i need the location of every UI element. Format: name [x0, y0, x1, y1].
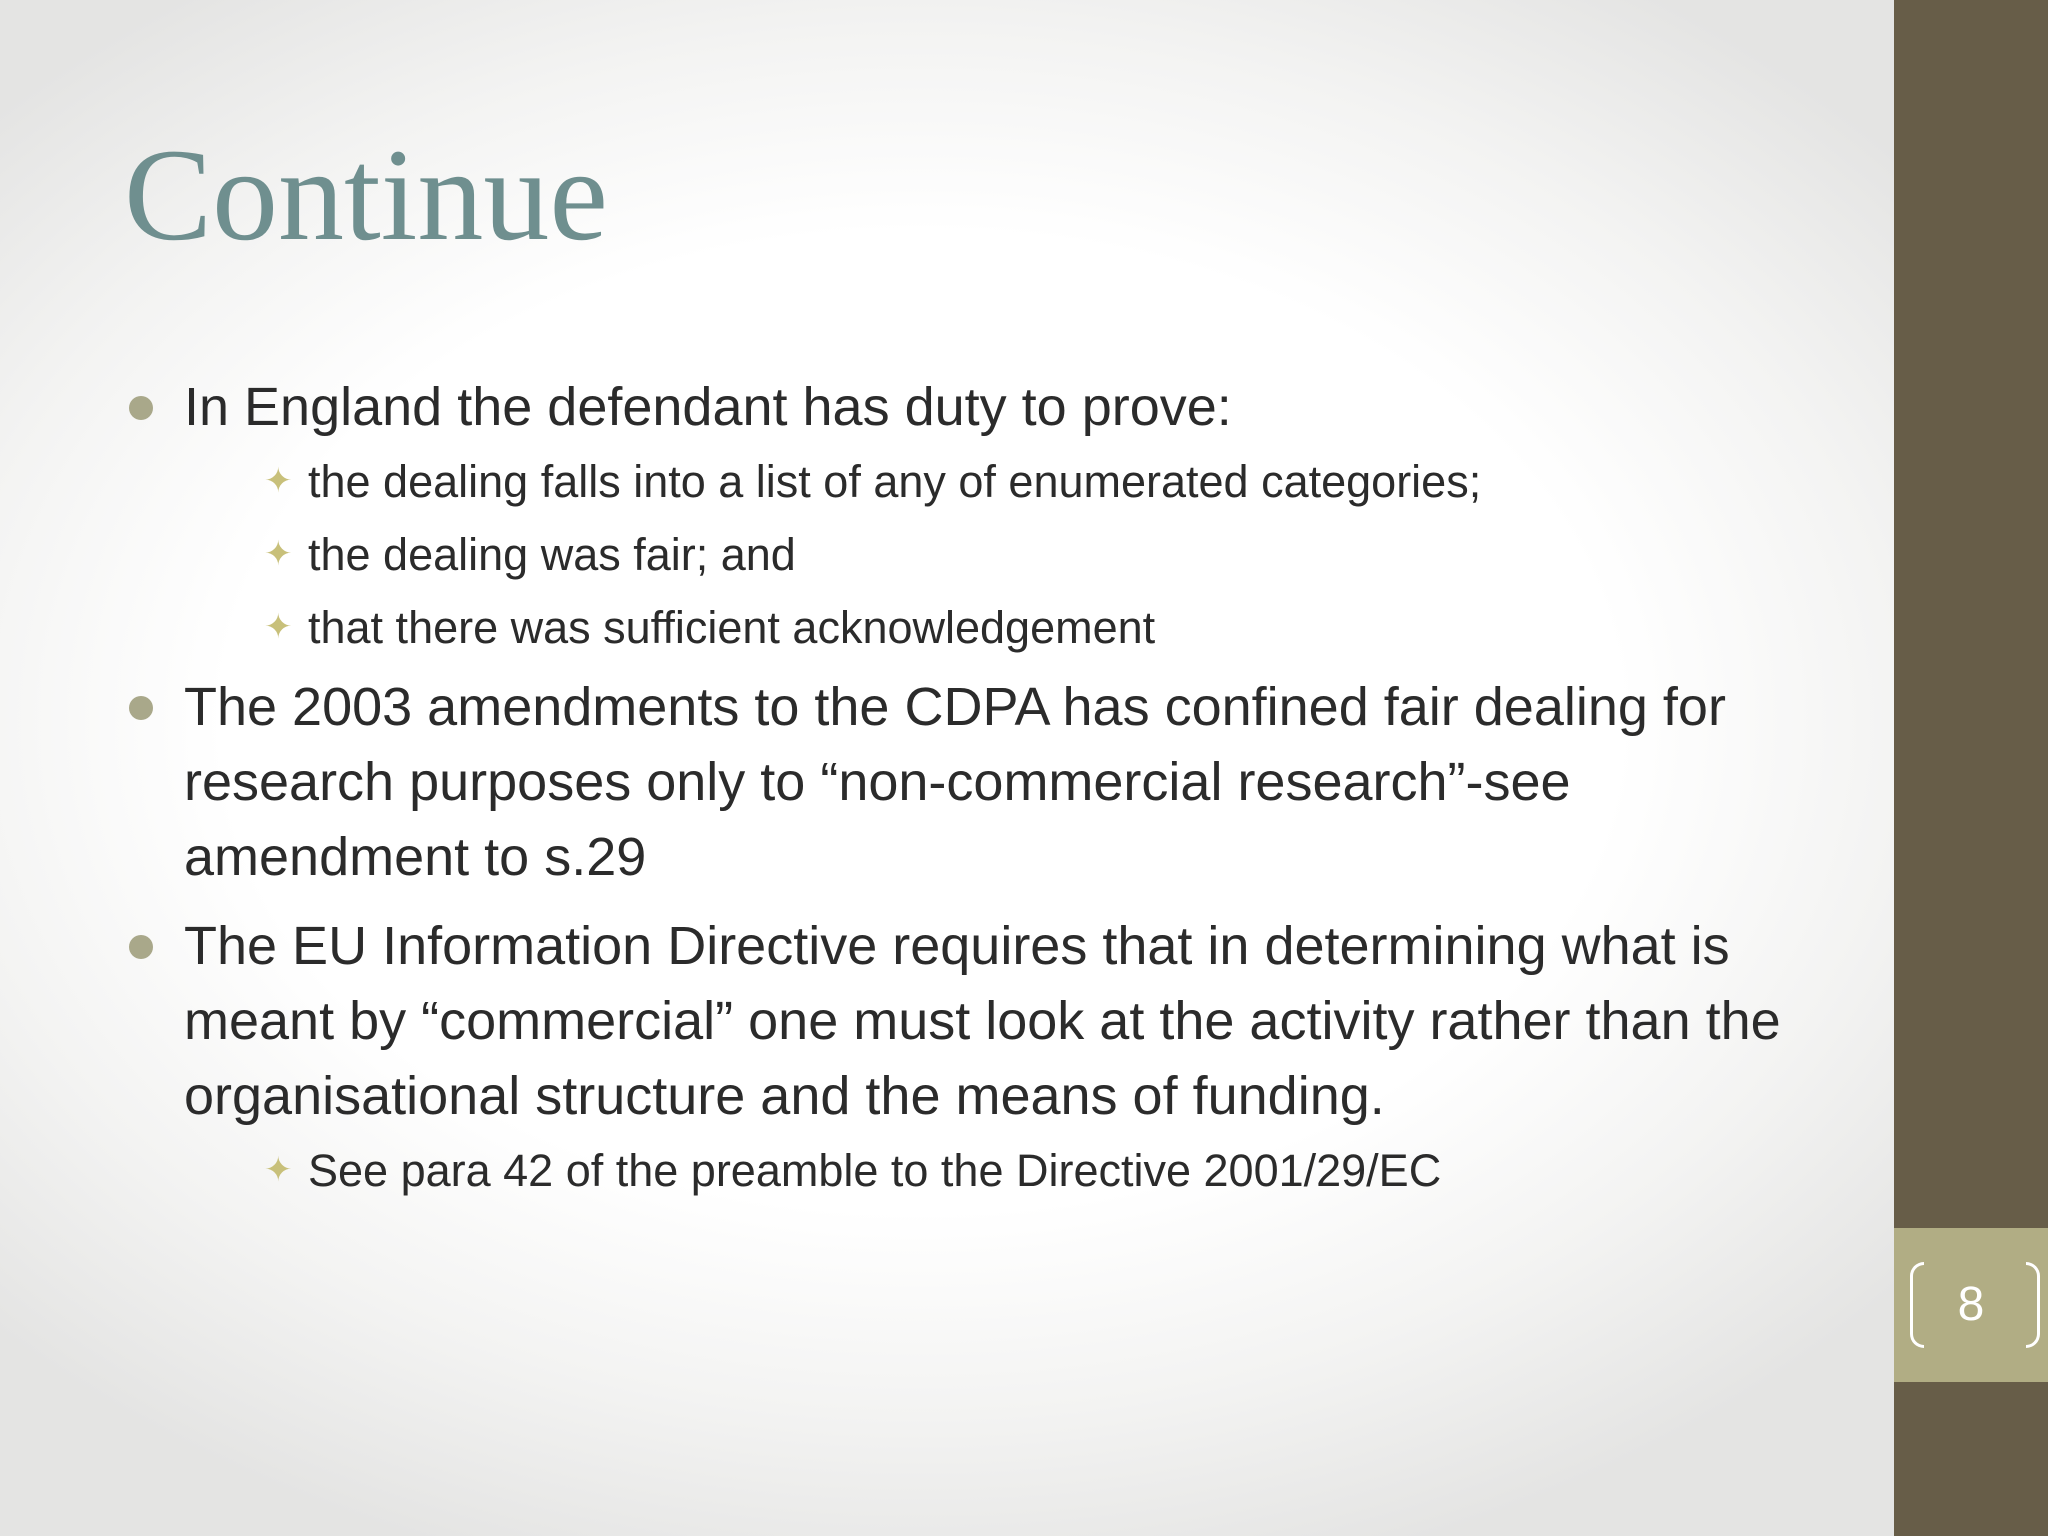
four-point-star-icon: ✦ [264, 535, 293, 573]
four-point-star-icon: ✦ [264, 608, 293, 646]
sub-bullet-text: that there was sufficient acknowledgement [308, 602, 1156, 653]
sub-bullet [124, 1134, 1804, 1207]
sub-bullet-text: the dealing falls into a list of any of enumerated categories; [308, 456, 1482, 507]
circle-bullet-icon [129, 935, 153, 959]
sub-bullet-text: See para 42 of the preamble to the Directive 2001/29/EC [308, 1145, 1442, 1196]
sub-bullet [124, 591, 1804, 664]
four-point-star-icon: ✦ [264, 462, 293, 500]
sub-bullet [124, 445, 1804, 518]
circle-bullet-icon [129, 396, 153, 420]
bullet-3-subitems [124, 1134, 1804, 1207]
bullet-3-text: The EU Information Directive requires that in determining what is meant by “commercial” one must look at the activity rather than the organisational structure and the means of funding. [184, 916, 1781, 1126]
page-number: 8 [1957, 1278, 1985, 1331]
circle-bullet-icon [129, 696, 153, 720]
bullet-1 [124, 370, 1804, 445]
four-point-star-icon: ✦ [264, 1151, 293, 1189]
slide-body [124, 370, 1804, 1207]
right-bracket-icon [2026, 1262, 2040, 1348]
slide-title: Continue [124, 121, 608, 268]
sub-bullet [124, 518, 1804, 591]
bullet-3 [124, 909, 1804, 1134]
bullet-2-text: The 2003 amendments to the CDPA has confined fair dealing for research purposes only to “non-commercial research”-see amendment to s.29 [184, 677, 1726, 887]
sub-bullet-text: the dealing was fair; and [308, 529, 796, 580]
bullet-1-subitems [124, 445, 1804, 664]
page-number-box [1894, 1228, 2048, 1382]
bullet-2 [124, 670, 1804, 895]
bullet-1-text: In England the defendant has duty to prove: [184, 377, 1232, 437]
